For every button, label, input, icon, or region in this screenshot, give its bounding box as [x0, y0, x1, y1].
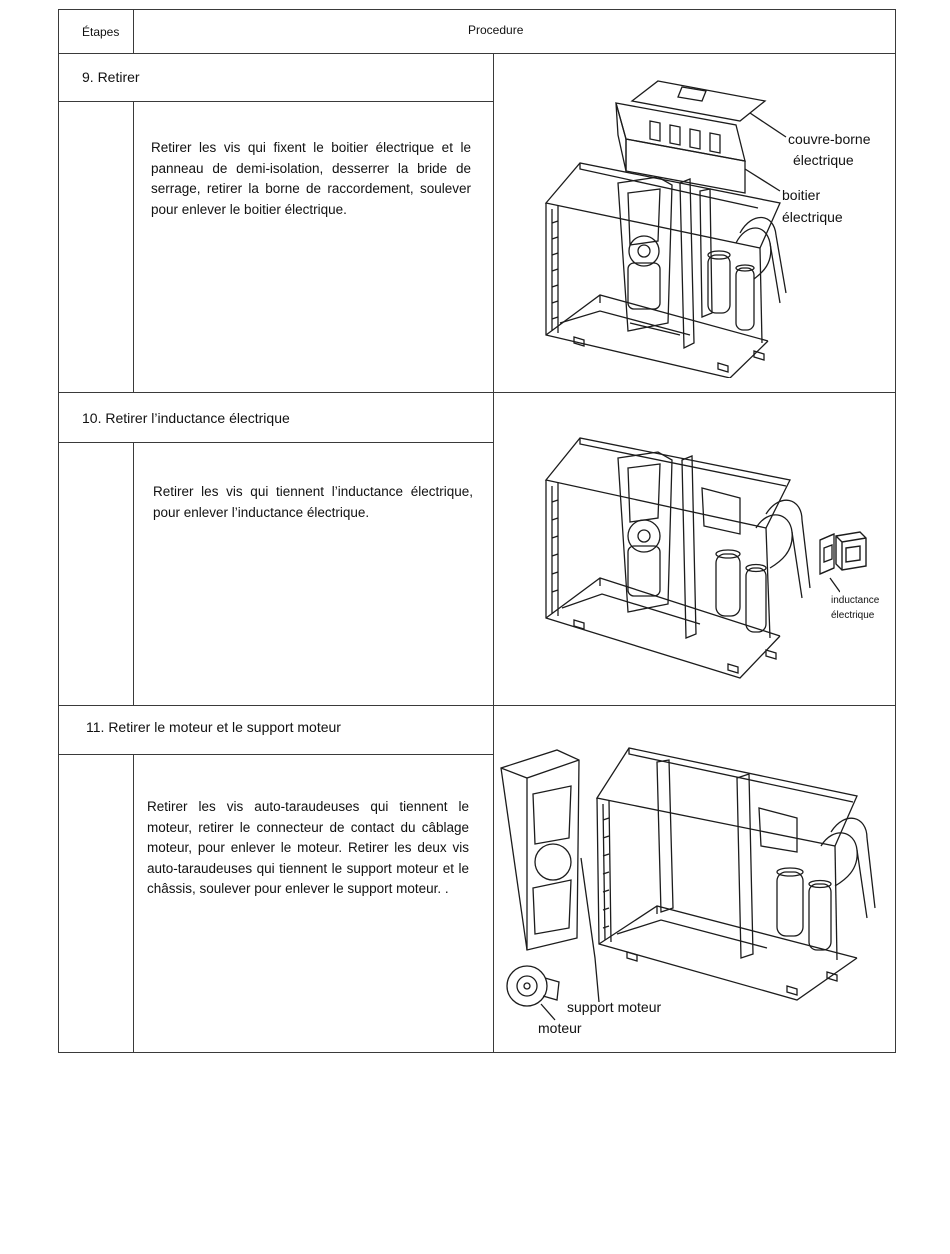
image-column-divider: [493, 53, 494, 1053]
step-9-figure: [540, 73, 795, 378]
step-11-label-motor: moteur: [538, 1020, 582, 1036]
header-divider: [133, 9, 134, 53]
step-10-label-inductance: inductance: [831, 595, 880, 606]
row-separator-1: [58, 392, 896, 393]
header-procedure-label: Procedure: [468, 23, 524, 37]
step-10-label-inductance-2: électrique: [831, 610, 875, 621]
step-9-title-line: [58, 101, 493, 102]
step-9-label-box: boitier: [782, 187, 821, 203]
step-9-label-cover-2: électrique: [793, 152, 854, 168]
step-10-figure: [540, 428, 840, 690]
inductance-part-icon: [830, 528, 870, 572]
step-11-label-support: support moteur: [567, 999, 662, 1015]
table-bottom-border: [58, 1052, 896, 1053]
step-9-text: Retirer les vis qui fixent le boitier électrique et le panneau de demi-isolation, desserrer la bride de serrage, retirer la borne de raccordement, soulever pour enlever le boitier électrique.: [151, 140, 471, 217]
step-9-title: 9. Retirer: [82, 69, 140, 85]
step-11-col-divider: [133, 754, 134, 1052]
step-10-title-line: [58, 442, 493, 443]
step-9-col-divider: [133, 101, 134, 392]
step-11-figure: [497, 738, 895, 1038]
header-bottom-line: [58, 53, 896, 54]
header-steps-label: Étapes: [82, 25, 120, 39]
step-11-title: 11. Retirer le moteur et le support moteur: [86, 719, 341, 735]
step-10-title: 10. Retirer l’inductance électrique: [82, 410, 290, 426]
table-top-border: [58, 9, 896, 10]
row-separator-2: [58, 705, 896, 706]
step-9-label-box-2: électrique: [782, 209, 843, 225]
step-11-text: Retirer les vis auto-taraudeuses qui tiennent le moteur, retirer le connecteur de contact du câblage moteur, pour enlever le moteur. Retirer les deux vis auto-taraudeuses qui tiennent le support moteur et le châssis, soulever pour enlever le support moteur. .: [147, 799, 469, 896]
step-9-label-cover: couvre-borne: [788, 131, 871, 147]
step-10-text: Retirer les vis qui tiennent l’inductance électrique, pour enlever l’inductance électrique.: [153, 484, 473, 520]
table-left-border: [58, 9, 59, 1053]
step-11-title-line: [58, 754, 493, 755]
table-right-border: [895, 9, 896, 1053]
step-10-col-divider: [133, 442, 134, 705]
